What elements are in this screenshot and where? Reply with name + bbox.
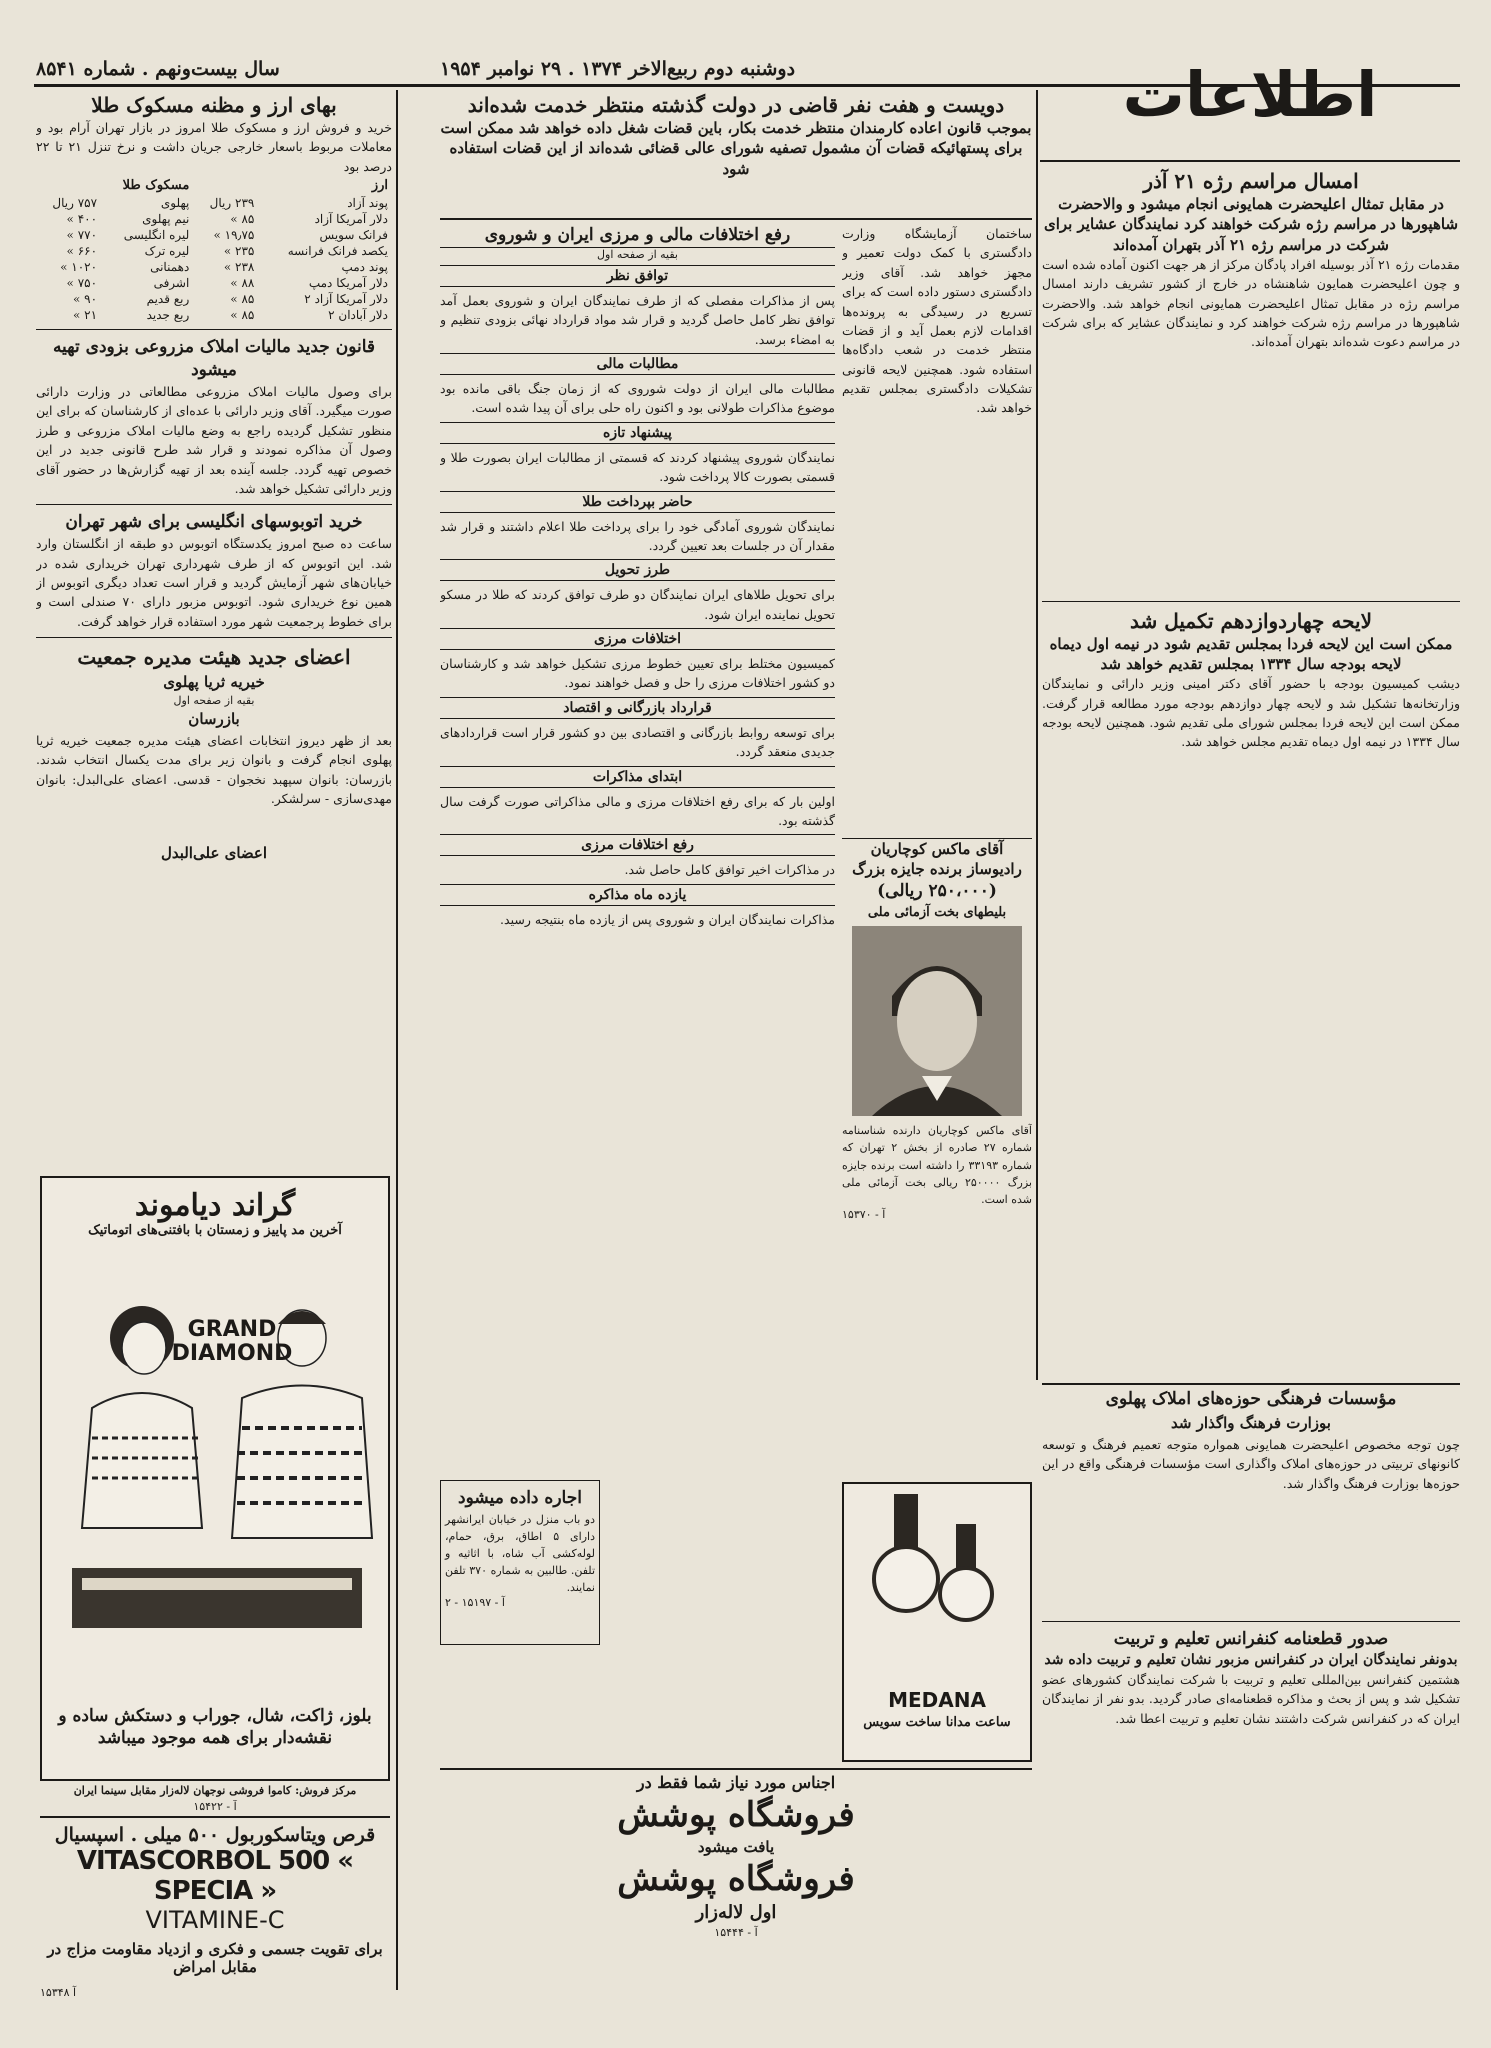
- gold-label: نیم پهلوی: [142, 212, 190, 227]
- prize-code: آ - ۱۵۳۷۰: [842, 1207, 886, 1221]
- rate-value: ۱۹٫۷۵ »: [213, 228, 255, 243]
- assoc-alt-heading: اعضای علی‌البدل: [160, 844, 268, 863]
- ad1-title: گراند دیاموند: [134, 1188, 296, 1223]
- rent-body: دو باب منزل در خیابان ایرانشهر دارای ۵ اطاق، برق، حمام، لوله‌کشی آب شاه، با اثاثیه و تلفن. طالبین به شماره ۳۷۰ تلفن نمایند.: [445, 1513, 596, 1595]
- rates-table: [36, 176, 392, 323]
- p-demands: مطالبات مالی ایران از دولت شوروی که از زمان جنگ باقی مانده بود موضوع مذاکرات طولانی بود و اکنون راه حلی برای آن پیدا شده است.: [440, 381, 835, 416]
- gold-label: ربع قدیم: [146, 292, 190, 307]
- store-code: آ - ۱۵۴۴۴: [714, 1926, 758, 1939]
- gold-value: ۷۵۷ ریال: [52, 196, 98, 211]
- p-delivery: برای تحویل طلاهای ایران نمایندگان دو طرف توافق کردند که طلا در مسکو تحویل نماینده ایران شود.: [440, 587, 835, 622]
- rate-label: دلار آمریکا آزاد ۲: [304, 292, 388, 307]
- assoc-subtitle: خیریه ثریا پهلوی: [163, 673, 265, 692]
- gold-value: ۷۵۰ »: [66, 276, 98, 291]
- ad2-code: آ ۱۵۳۴۸: [40, 1986, 77, 1999]
- p-eleven-months: مذاکرات نمایندگان ایران و شوروی پس از یازده ماه بنتیجه رسید.: [500, 911, 835, 927]
- bus-title: خرید اتوبوسهای انگلیسی برای شهر تهران: [65, 512, 363, 533]
- assoc-title: اعضای جدید هیئت مدیره جمعیت: [77, 645, 351, 670]
- ad2-title: قرص ویتاسکوربول ۵۰۰ میلی . اسپسیال: [54, 1824, 376, 1846]
- gold-rates-title: بهای ارز و مظنه مسکوک طلا: [91, 93, 337, 117]
- rate-label: فرانک سویس: [319, 228, 388, 243]
- lead-title: دویست و هفت نفر قاضی در دولت گذشته منتظر خدمت شده‌اند: [467, 93, 1005, 117]
- medana-watch-ad: [842, 1482, 1032, 1762]
- winner-photo: [852, 926, 1022, 1116]
- rent-title: اجاره داده میشود: [458, 1488, 582, 1508]
- store-ad: [440, 1768, 1032, 2026]
- conference-title: صدور قطعنامه کنفرانس تعلیم و تربیت: [1113, 1628, 1389, 1649]
- rate-value: ۸۵ »: [230, 308, 255, 323]
- h-eleven-months: یازده ماه مذاکره: [440, 884, 835, 906]
- rate-label: یکصد فرانک فرانسه: [287, 244, 388, 259]
- h-econ: قرارداد بازرگانی و اقتصاد: [440, 697, 835, 719]
- budget-body: دیشب کمیسیون بودجه با حضور آقای دکتر امینی وزیر دارائی و نمایندگان وزارتخانه‌ها تشکیل شد و لایحه چهار دوازدهم بودجه مورد مطالعه قرار گرفت. ممکن است این لایحه فردا بمجلس شورای ملی تقدیم شود. همچنین لایحه بودجه سال ۱۳۳۴ در نیمه اول دیماه تقدیم مجلس خواهد شد.: [1042, 676, 1460, 750]
- col-divider-1: [396, 90, 398, 1990]
- p-new-proposal: نمایندگان شوروی پیشنهاد کردند که قسمتی از مطالبات ایران بصورت طلا و قسمتی بصورت کالا پرداخت شود.: [440, 449, 835, 485]
- gold-rates-intro: خرید و فروش ارز و مسکوک طلا امروز در بازار تهران آرام بود و معاملات مربوط باسعار خارجی جریان داشت و نرخ تنزل ۲۱ تا ۲۲ درصد بود: [36, 120, 392, 174]
- gold-value: ۱۰۲۰ »: [60, 260, 98, 275]
- ad1-bottom-text: بلوز، ژاکت، شال، جوراب و دستکش ساده و نقشه‌دار برای همه موجود میباشد: [58, 1705, 372, 1748]
- woman-sweater: [82, 1393, 202, 1528]
- store-name-2: فروشگاه پوشش: [617, 1859, 855, 1899]
- ceremony-body: مقدمات رژه ۲۱ آذر بوسیله افراد پادگان مرکز از هر جهت اکنون آماده شده است و چون اعلیحضرت همایون شاهنشاه در خارج از کشور تشریف دارند امسال مراسم رژه در مقابل تمثال اعلیحضرت همایونی انجام خواهد شد. والاحضرت شاهپورها در مراسم رژه شرکت خواهند کرد و نمایندگان عشایر که برای شرکت در مراسم دعوت شده‌اند بتهران آمده‌اند.: [1042, 256, 1460, 350]
- rate-label: پوند آزاد: [347, 196, 388, 211]
- assoc-body: بعد از ظهر دیروز انتخابات اعضای هیئت مدیره جمعیت خیریه ثریا پهلوی انجام گرفت و بانوان زیر برای مدت یکسال انتخاب شدند. بازرسان: بانوان سپهبد نخجوان - قدسی. اعضای علی‌البدل: بانوان مهدی‌سازی - سرلشکر.: [36, 733, 392, 807]
- rate-row: [36, 227, 392, 243]
- gold-value: ۲۱ »: [73, 308, 98, 323]
- h-border: اختلافات مرزی: [440, 628, 835, 650]
- h-new-proposal: پیشنهاد تازه: [440, 422, 835, 444]
- right-rule: [1042, 1383, 1460, 1385]
- culture-subtitle: بوزارت فرهنگ واگذار شد: [1171, 1413, 1331, 1432]
- gold-value: ۷۷۰ »: [66, 228, 98, 243]
- divider: [36, 637, 392, 638]
- right-column: [1042, 168, 1460, 1383]
- culture-body: چون توجه مخصوص اعلیحضرت همایونی همواره متوجه تعمیم فرهنگ و توسعه کانونهای تربیتی در حوزه‌های املاک واگذاری است مؤسسات فرهنگی واقع در این حوزه‌ها بوزارت فرهنگ واگذار شد.: [1042, 1436, 1460, 1491]
- rent-code: آ - ۱۵۱۹۷ - ۲: [445, 1596, 505, 1610]
- knitting-machine: [72, 1568, 362, 1628]
- right-lower-column: [1042, 1388, 1460, 2028]
- rate-value: ۸۵ »: [230, 212, 255, 227]
- rate-label: پوند دمپ: [341, 260, 388, 275]
- lead-subtitle: بموجب قانون اعاده کارمندان منتظر خدمت بکار، باین قضات شغل داده خواهد شد ممکن است برای پستهائیکه قضات آن مشمول تصفیه شورای عالی قضائی شده‌اند از این قضات استفاده شود: [440, 119, 1032, 178]
- rate-label: دلار آبادان ۲: [328, 308, 388, 323]
- ad1-subtitle: آخرین مد پاییز و زمستان با بافتنی‌های اتوماتیک: [88, 1223, 342, 1238]
- divider: [36, 329, 392, 330]
- ceremony-title: امسال مراسم رژه ۲۱ آذر: [1143, 169, 1359, 193]
- conference-subtitle: بدونفر نمایندگان ایران در کنفرانس مزبور نشان تعلیم و تربیت داده شد: [1044, 1651, 1458, 1668]
- ceremony-subtitle: در مقابل تمثال اعلیحضرت همایونی انجام میشود و والاحضرت شاهپورها در مراسم رژه شرکت خواهند کرد نمایندگان عشایر برای شرکت در مراسم رژه ۲۱ آذر بتهران آمده‌اند: [1043, 195, 1459, 254]
- h-agreement: توافق نظر: [440, 265, 835, 287]
- divider: [1042, 1621, 1460, 1622]
- culture-title: مؤسسات فرهنگی حوزه‌های املاک پهلوی: [1105, 1389, 1397, 1409]
- justice-article: [842, 224, 1032, 824]
- divider: [1042, 601, 1460, 602]
- vitascorbol-ad: [40, 1816, 390, 2026]
- woman-face: [122, 1322, 166, 1374]
- watch-face: [874, 1547, 938, 1611]
- ad2-subtitle: برای تقویت جسمی و فکری و ازدیاد مقاومت مزاج در مقابل امراض: [47, 1940, 383, 1976]
- lead-headline-block: [440, 92, 1032, 182]
- rate-value: ۲۳۵ »: [223, 244, 255, 259]
- prize-body: آقای ماکس کوچاریان دارنده شناسنامه شماره ۲۷ صادره از بخش ۲ تهران که شماره ۳۳۱۹۳ را داشته است برنده جایزه بزرگ ۲۵۰۰۰۰ ریالی بخت آزمائی ملی شده است.: [842, 1124, 1032, 1206]
- grand-diamond-ad: [40, 1176, 390, 1781]
- gold-label: پهلوی: [160, 196, 190, 211]
- ad1-code: آ - ۱۵۴۲۲: [193, 1800, 237, 1813]
- watch-brand: MEDANA: [888, 1688, 986, 1712]
- bus-body: ساعت ده صبح امروز یکدستگاه اتوبوس دو طبقه از انگلستان وارد شد. این اتوبوس که از طرف شهرداری تهران خریداری شده در خیابان‌های شهر آزمایش گردید و قرار است تعداد دیگری اتوبوس از همین نوع خریداری شود. اتوبوس مزبور دارای ۷۰ صندلی است و برای خطوط پرجمعیت شهر مورد استفاده قرار خواهد گرفت.: [36, 536, 392, 629]
- conference-body: هشتمین کنفرانس بین‌المللی تعلیم و تربیت با شرکت نمایندگان کشورهای عضو تشکیل شد و پس از بحث و مذاکره قطعنامه‌ای صادر گردید. بدو نفر از نمایندگان ایران که در کنفرانس شرکت داشتند نشان تعلیم و تربیت اعطا شد.: [1042, 1671, 1460, 1726]
- rates-header-arz: ارز: [371, 178, 388, 194]
- prize-subtitle: بلیطهای بخت آزمائی ملی: [867, 905, 1007, 921]
- p-start: اولین بار که برای رفع اختلافات مرزی و مالی مذاکراتی صورت گرفت سال گذشته بود.: [440, 793, 835, 828]
- gold-label: دهمنانی: [150, 260, 190, 275]
- watch-subtitle: ساعت مدانا ساخت سویس: [863, 1715, 1011, 1730]
- rate-row: [36, 307, 392, 323]
- rate-row: [36, 291, 392, 307]
- tax-title: قانون جدید مالیات املاک مزروعی بزودی تهیه میشود: [52, 337, 376, 381]
- gold-value: ۶۶۰ »: [66, 244, 98, 259]
- h-delivery: طرز تحویل: [440, 559, 835, 581]
- budget-title: لایحه چهاردوازدهم تکمیل شد: [1130, 608, 1372, 633]
- man-sweater: [232, 1386, 372, 1539]
- p-gold: نمایندگان شوروی آمادگی خود را برای پرداخت طلا اعلام داشتند و قرار شد مقدار آن در جلسات بعد تعیین گردد.: [440, 518, 835, 553]
- gold-label: ربع جدید: [146, 308, 190, 323]
- rate-value: ۲۳۸ »: [223, 260, 255, 275]
- rate-row: [36, 275, 392, 291]
- ad2-brand: VITASCORBOL 500 « SPECIA »: [76, 1846, 354, 1906]
- issue-number: سال بیست‌ونهم . شماره ۸۵۴۱: [36, 58, 280, 80]
- ad2-vitamin: VITAMINE-C: [145, 1906, 285, 1934]
- rate-row: [36, 211, 392, 227]
- store-address: اول لاله‌زار: [695, 1902, 777, 1923]
- h-border-resolve: رفع اختلافات مرزی: [440, 834, 835, 856]
- justice-body: ساختمان آزمایشگاه وزارت دادگستری با کمک دولت تعمیر و مجهز خواهد شد. آقای وزیر دادگستری دستور داده است که برای تسریع در رسیدگی به پرونده‌ها اقدامات لازم بعمل آید و از قضات منتظر خدمت در شعب دادگاه‌ها استفاده شود. همچنین لایحه قانونی تشکیلات دادگستری بمجلس تقدیم خواهد شد.: [842, 226, 1032, 416]
- masthead-logo: اطلاعات: [1122, 58, 1378, 131]
- ad1-brand: GRAND DIAMOND: [171, 1317, 293, 1367]
- col-divider-2: [1036, 90, 1038, 1380]
- rate-row: [36, 195, 392, 211]
- prize-title: آقای ماکس کوچاریان رادیوساز برنده جایزه بزرگ: [852, 840, 1022, 879]
- p-agreement: پس از مذاکرات مفصلی که از طرف نمایندگان ایران و شوروی بعمل آمد توافق نظر کامل حاصل گردید و قرار شد مواد قرارداد نهائی بزودی تنظیم و به امضاء برسد.: [440, 292, 835, 347]
- prize-amount: (۲۵۰،۰۰۰ ریالی): [877, 880, 997, 901]
- gold-label: لیره ترک: [144, 244, 190, 259]
- assoc-auditors-heading: بازرسان: [188, 710, 240, 729]
- iran-ussr-title: رفع اختلافات مالی و مرزی ایران و شوروی: [440, 224, 835, 248]
- issue-date: دوشنبه دوم ربیع‌الاخر ۱۳۷۴ . ۲۹ نوامبر ۱۹۵۴: [440, 58, 796, 80]
- rate-label: دلار آمریکا دمپ: [308, 276, 388, 291]
- iran-ussr-continued: بقیه از صفحه اول: [597, 247, 678, 261]
- watch-illustration: [844, 1484, 1030, 1684]
- winner-portrait: [852, 926, 1022, 1116]
- assoc-continued: بقیه از صفحه اول: [173, 694, 255, 708]
- rate-value: ۲۳۹ ریال: [209, 196, 255, 211]
- iran-ussr-article: [440, 224, 835, 1474]
- rate-row: [36, 243, 392, 259]
- rate-label: دلار آمریکا آزاد: [314, 212, 388, 227]
- tax-body: برای وصول مالیات املاک مزروعی مطالعاتی در وزارت دارائی صورت میگیرد. آقای وزیر دارائی با عده‌ای از کارشناسان که برای این منظور تشکیل گردیده راجع به وضع مالیات املاک مزروعی و طرز وصول آن مذاکره نمودند و قرار شد طرح قانونی جدید در این خصوص تهیه گردد. جلسه آینده بعد از تهیه گزارش‌ها در حضور آقای وزیر دارائی تشکیل خواهد شد.: [36, 384, 392, 496]
- rate-value: ۸۸ »: [230, 276, 255, 291]
- rate-value: ۸۵ »: [230, 292, 255, 307]
- gold-value: ۹۰ »: [73, 292, 98, 307]
- h-demands: مطالبات مالی: [440, 353, 835, 375]
- knitting-machine-bed: [82, 1578, 352, 1590]
- masthead-rule: [1040, 160, 1460, 162]
- gold-label: لیره انگلیسی: [123, 228, 190, 243]
- gold-label: اشرفی: [153, 276, 190, 291]
- p-border: کمیسیون مختلط برای تعیین خطوط مرزی تشکیل خواهد شد و کارشناسان دو کشور اختلافات مرزی را حل و فصل خواهند نمود.: [440, 656, 835, 691]
- divider: [36, 504, 392, 505]
- lottery-winner: [842, 838, 1032, 1473]
- h-start: ابتدای مذاکرات: [440, 766, 835, 788]
- rates-header-row: [36, 176, 392, 195]
- gold-value: ۴۰۰ »: [66, 212, 98, 227]
- ad1-address: مرکز فروش: کاموا فروشی نوجهان لاله‌زار مقابل سینما ایران: [73, 1784, 357, 1797]
- p-econ: برای توسعه روابط بازرگانی و اقتصادی بین دو کشور قرار است قراردادهای جدیدی منعقد گردد.: [440, 724, 835, 760]
- rate-row: [36, 259, 392, 275]
- h-gold: حاضر بپرداخت طلا: [440, 491, 835, 513]
- store-pretext: اجناس مورد نیاز شما فقط در: [636, 1773, 836, 1792]
- store-midtext: یافت میشود: [697, 1838, 775, 1856]
- watch2-face: [940, 1568, 992, 1620]
- store-name-1: فروشگاه پوشش: [617, 1795, 855, 1835]
- winner-face: [897, 971, 977, 1071]
- lead-rule: [440, 218, 1032, 220]
- rent-notice: [440, 1480, 600, 1645]
- p-border-resolve: در مذاکرات اخیر توافق کامل حاصل شد.: [624, 862, 835, 878]
- budget-subtitle: ممکن است این لایحه فردا بمجلس تقدیم شود در نیمه اول دیماه لایحه بودجه سال ۱۳۳۴ بمجلس تقدیم خواهد شد: [1049, 634, 1453, 673]
- rates-header-gold: مسکوک طلا: [122, 178, 190, 194]
